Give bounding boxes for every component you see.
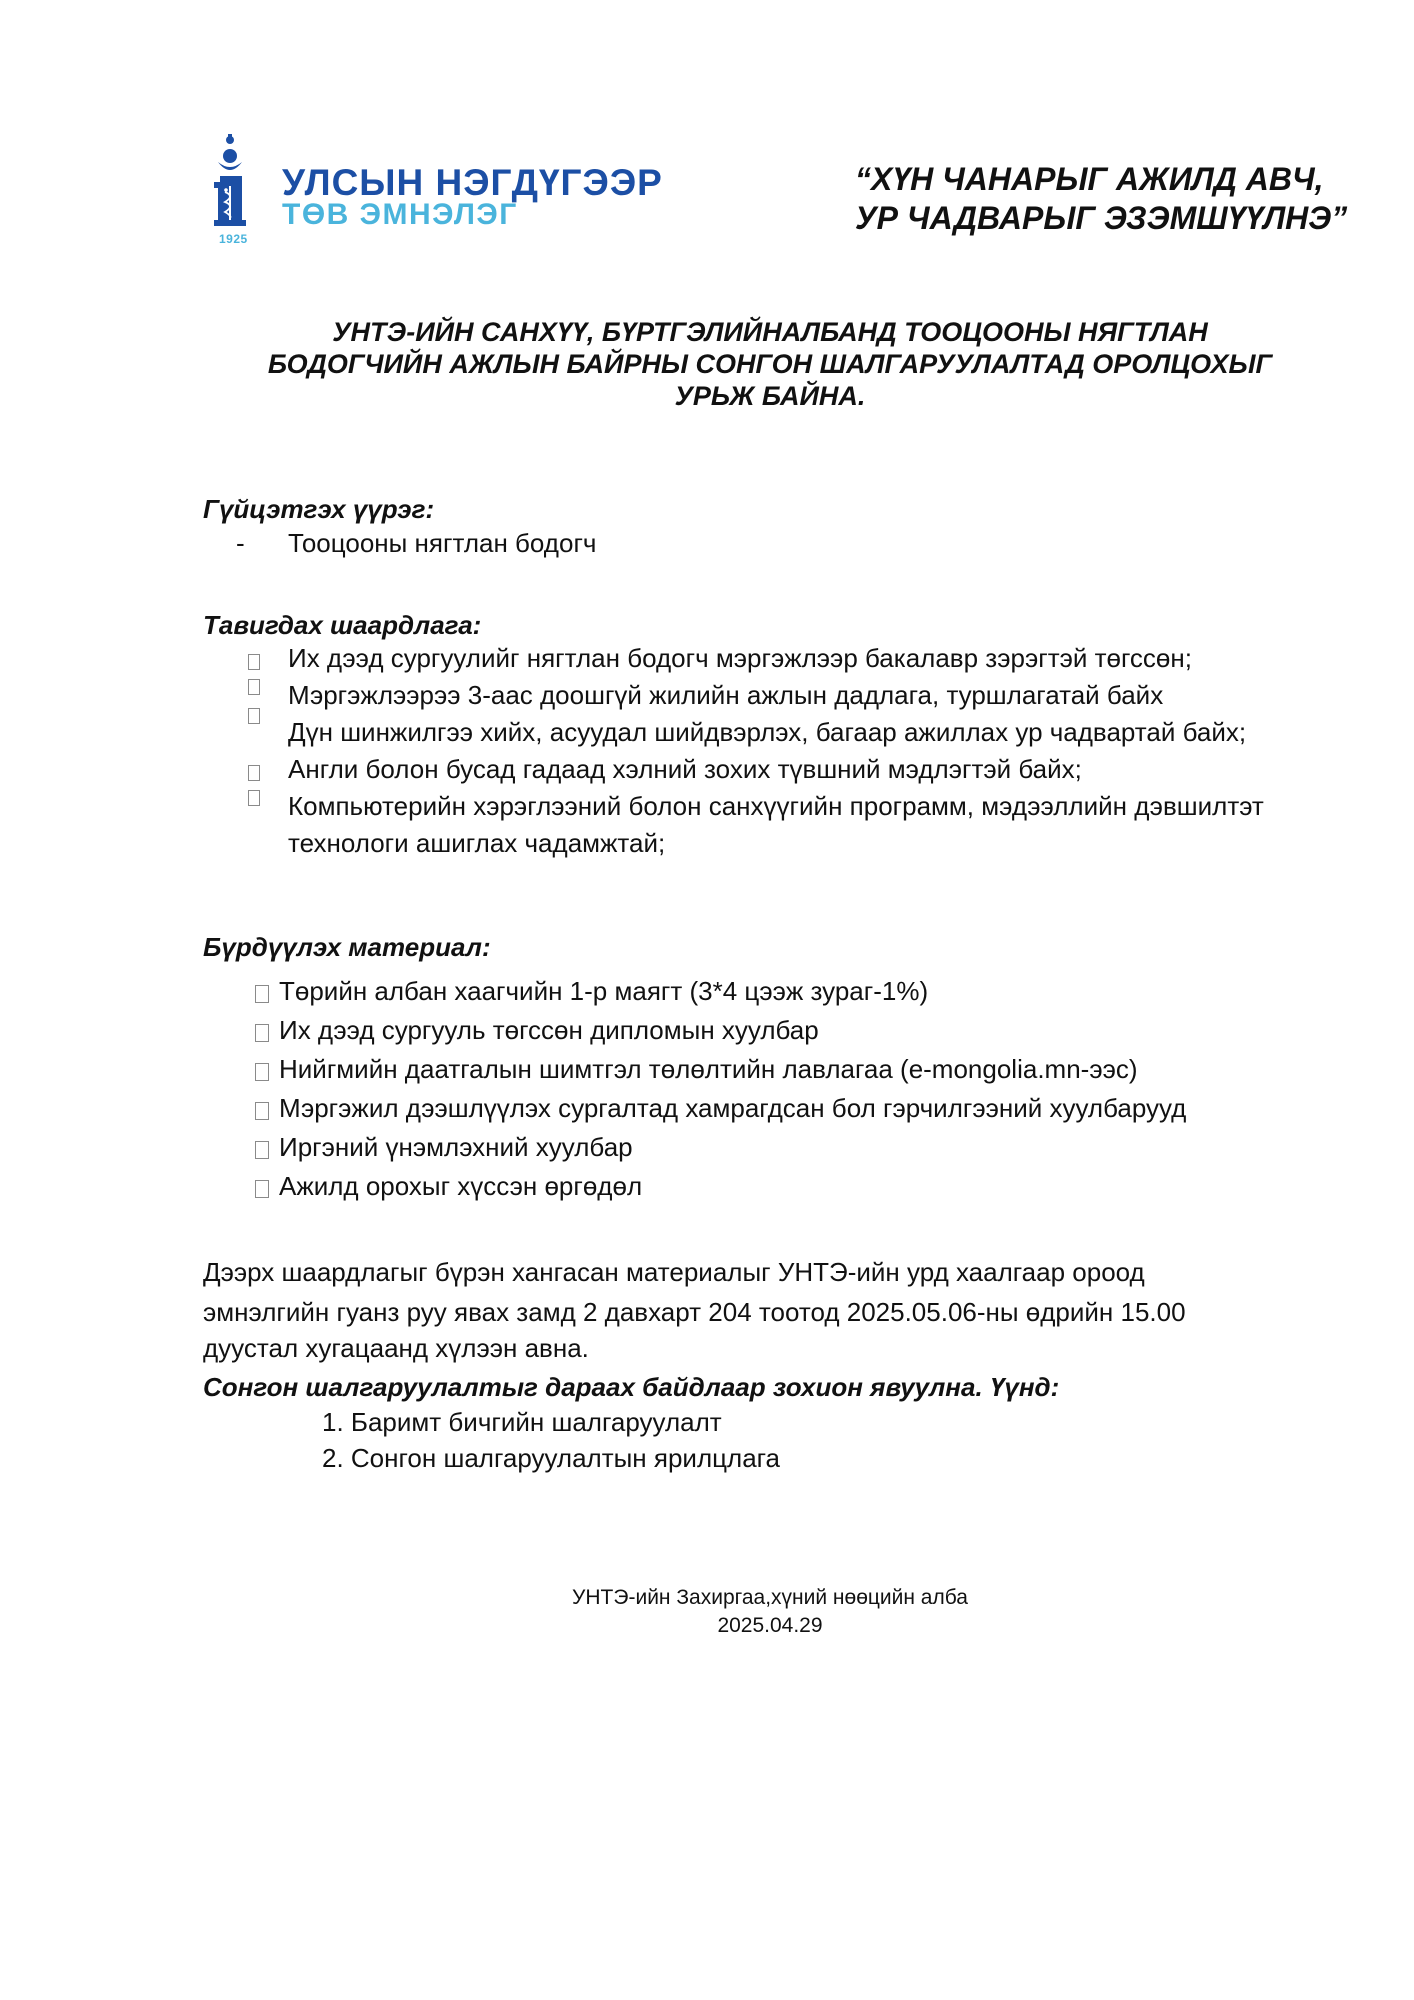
checkbox-bullet-icon [248,790,260,806]
checkbox-bullet-icon [255,1180,269,1198]
hospital-logo [212,134,672,254]
checkbox-bullet-icon [255,1024,269,1042]
checkbox-bullet-icon [248,708,260,724]
selection-heading: Сонгон шалгаруулалтыг дараах байдлаар зохион явуулна. Үүнд: [203,1372,1060,1402]
checkbox-bullet-icon [248,679,260,695]
dash-marker: - [236,528,245,558]
requirements-heading: Тавигдах шаардлага: [203,610,482,640]
selection-step: 2. Сонгон шалгаруулалтын ярилцлага [322,1443,781,1473]
requirements-list [246,640,1346,862]
checkbox-bullet-icon [248,765,260,781]
checkbox-bullet-icon [255,1063,269,1081]
checkbox-bullet-icon [255,985,269,1003]
title-line2: БОДОГЧИЙН АЖЛЫН БАЙРНЫ СОНГОН ШАЛГАРУУЛАЛТАД ОРОЛЦОХЫГ [267,349,1273,379]
role-heading: Гүйцэтгэх үүрэг: [203,494,435,524]
title-line1: УНТЭ-ИЙН САНХҮҮ, БҮРТГЭЛИЙНАЛБАНД ТООЦООНЫ НЯГТЛАН [332,317,1208,347]
requirement-item: Англи болон бусад гадаад хэлний зохих түвшний мэдлэгтэй байх; [246,751,1346,788]
requirement-item: Дүн шинжилгээ хийх, асуудал шийдвэрлэх, багаар ажиллах ур чадвартай байх; [246,714,1308,751]
signature-date: 2025.04.29 [717,1614,823,1637]
logo-title-line2: ТӨВ ЭМНЭЛЭГ [282,198,518,231]
requirement-item: Мэргэжлээрээ 3-аас доошгүй жилийн ажлын дадлага, туршлагатай байх [246,677,1346,714]
requirement-item: Их дээд сургуулийг нягтлан бодогч мэргэжлээр бакалавр зэрэгтэй төгссөн; [246,640,1346,677]
checkbox-bullet-icon [255,1102,269,1120]
material-item: Төрийн албан хаагчийн 1-р маягт (3*4 цээж зураг-1%) [255,972,1186,1011]
requirement-item: Компьютерийн хэрэглээний болон санхүүгийн программ, мэдээллийн дэвшилтэт технологи ашиглах чадамжтай; [246,788,1278,862]
slogan-line1: “ХҮН ЧАНАРЫГ АЖИЛД АВЧ, [855,161,1324,197]
selection-steps-list [322,1404,780,1476]
role-item-text: Тооцооны нягтлан бодогч [288,528,597,558]
submission-line1: Дээрх шаардлагыг бүрэн хангасан материалыг УНТЭ-ийн урд хаалгаар ороод [203,1257,1145,1287]
submission-line2: эмнэлгийн гуанз руу явах замд 2 давхарт 204 тоотод 2025.05.06-ны өдрийн 15.00 [203,1297,1186,1327]
checkbox-bullet-icon [255,1141,269,1159]
material-item: Мэргэжил дээшлүүлэх сургалтад хамрагдсан бол гэрчилгээний хуулбарууд [255,1089,1186,1128]
submission-line3: дуустал хугацаанд хүлээн авна. [203,1333,589,1363]
title-line3: УРЬЖ БАЙНА. [674,381,866,411]
slogan-line2: УР ЧАДВАРЫГ ЭЗЭМШҮҮЛНЭ” [855,200,1348,236]
material-item: Иргэний үнэмлэхний хуулбар [255,1128,1186,1167]
slogan [855,160,1347,238]
role-item [236,528,596,559]
signature-block [440,1584,1100,1640]
logo-year: 1925 [219,232,248,246]
selection-step: 1. Баримт бичгийн шалгаруулалт [322,1407,722,1437]
document-title [200,316,1340,412]
submission-paragraph [203,1252,1343,1364]
logo-title-line1: УЛСЫН НЭГДҮГЭЭР [282,162,663,203]
signature-department: УНТЭ-ийн Захиргаа,хүний нөөцийн алба [572,1586,968,1609]
materials-heading: Бүрдүүлэх материал: [203,932,491,962]
material-item: Нийгмийн даатгалын шимтгэл төлөлтийн лавлагаа (e-mongolia.mn-ээс) [255,1050,1186,1089]
materials-list [255,972,1186,1206]
checkbox-bullet-icon [248,654,260,670]
material-item: Ажилд орохыг хүссэн өргөдөл [255,1167,1186,1206]
material-item: Их дээд сургууль төгссөн дипломын хуулбар [255,1011,1186,1050]
